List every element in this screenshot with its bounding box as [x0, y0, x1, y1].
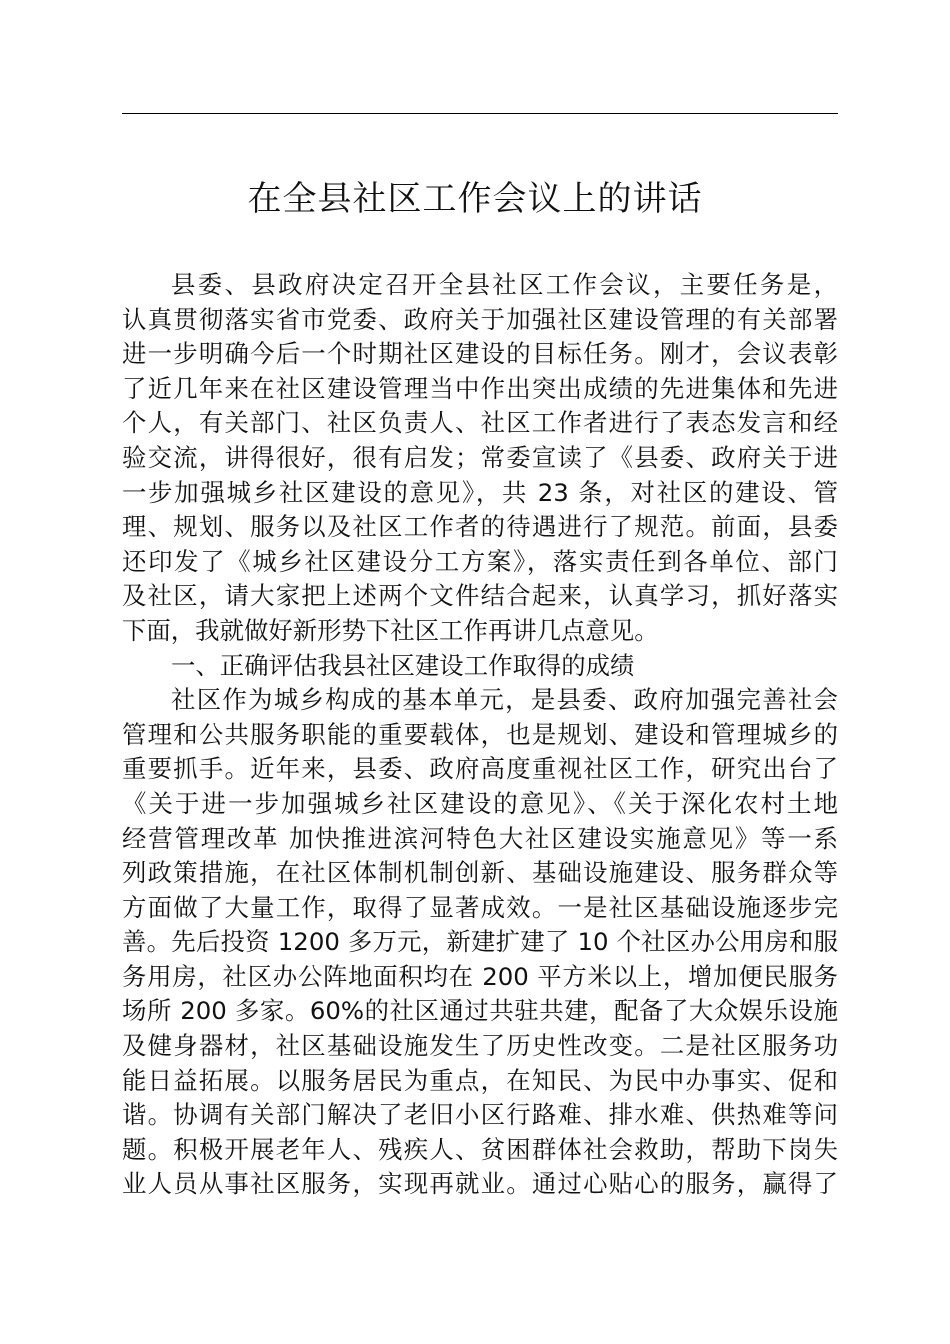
text-line: 善。先后投资 1200 多万元，新建扩建了 10 个社区办公用房和服	[122, 927, 838, 957]
text-line: 理、规划、服务以及社区工作者的待遇进行了规范。前面，县委	[122, 512, 838, 542]
text-line: 谐。协调有关部门解决了老旧小区行路难、排水难、供热难等问	[122, 1100, 838, 1130]
text-line: 《关于进一步加强城乡社区建设的意见》、《关于深化农村土地	[122, 788, 838, 818]
section-heading: 一、正确评估我县社区建设工作取得的成绩	[171, 650, 635, 680]
text-line: 进一步明确今后一个时期社区建设的目标任务。刚才，会议表彰	[122, 339, 838, 369]
text-line: 重要抓手。近年来，县委、政府高度重视社区工作，研究出台了	[122, 754, 838, 784]
text-line: 及健身器材，社区基础设施发生了历史性改变。二是社区服务功	[122, 1031, 838, 1061]
page-title: 在全县社区工作会议上的讲话	[247, 179, 703, 219]
header-rule	[122, 113, 838, 114]
text-line: 验交流，讲得很好，很有启发；常委宣读了《县委、政府关于进	[122, 442, 838, 472]
text-line: 务用房，社区办公阵地面积均在 200 平方米以上，增加便民服务	[122, 961, 838, 991]
text-line: 方面做了大量工作，取得了显著成效。一是社区基础设施逐步完	[122, 892, 838, 922]
text-line: 能日益拓展。以服务居民为重点，在知民、为民中办事实、促和	[122, 1065, 838, 1095]
text-line: 了近几年来在社区建设管理当中作出突出成绩的先进集体和先进	[122, 373, 838, 403]
text-line: 个人，有关部门、社区负责人、社区工作者进行了表态发言和经	[122, 408, 838, 438]
text-line: 业人员从事社区服务，实现再就业。通过心贴心的服务，赢得了	[122, 1169, 838, 1199]
text-line: 社区作为城乡构成的基本单元，是县委、政府加强完善社会	[171, 685, 838, 715]
text-line: 一步加强城乡社区建设的意见》，共 23 条，对社区的建设、管	[122, 477, 838, 507]
text-line: 还印发了《城乡社区建设分工方案》，落实责任到各单位、部门	[122, 546, 838, 576]
text-line: 列政策措施，在社区体制机制创新、基础设施建设、服务群众等	[122, 858, 838, 888]
body-text	[122, 268, 838, 1202]
text-line: 及社区，请大家把上述两个文件结合起来，认真学习，抓好落实	[122, 581, 838, 611]
text-line: 经营管理改革 加快推进滨河特色大社区建设实施意见》等一系	[122, 823, 838, 853]
text-line: 认真贯彻落实省市党委、政府关于加强社区建设管理的有关部署	[122, 304, 838, 334]
text-line: 场所 200 多家。60%的社区通过共驻共建，配备了大众娱乐设施	[122, 996, 838, 1026]
text-line: 县委、县政府决定召开全县社区工作会议，主要任务是，	[171, 270, 838, 299]
text-line: 题。积极开展老年人、残疾人、贫困群体社会救助，帮助下岗失	[122, 1134, 838, 1164]
text-line: 管理和公共服务职能的重要载体，也是规划、建设和管理城乡的	[122, 719, 838, 749]
text-line: 下面，我就做好新形势下社区工作再讲几点意见。	[122, 615, 659, 645]
